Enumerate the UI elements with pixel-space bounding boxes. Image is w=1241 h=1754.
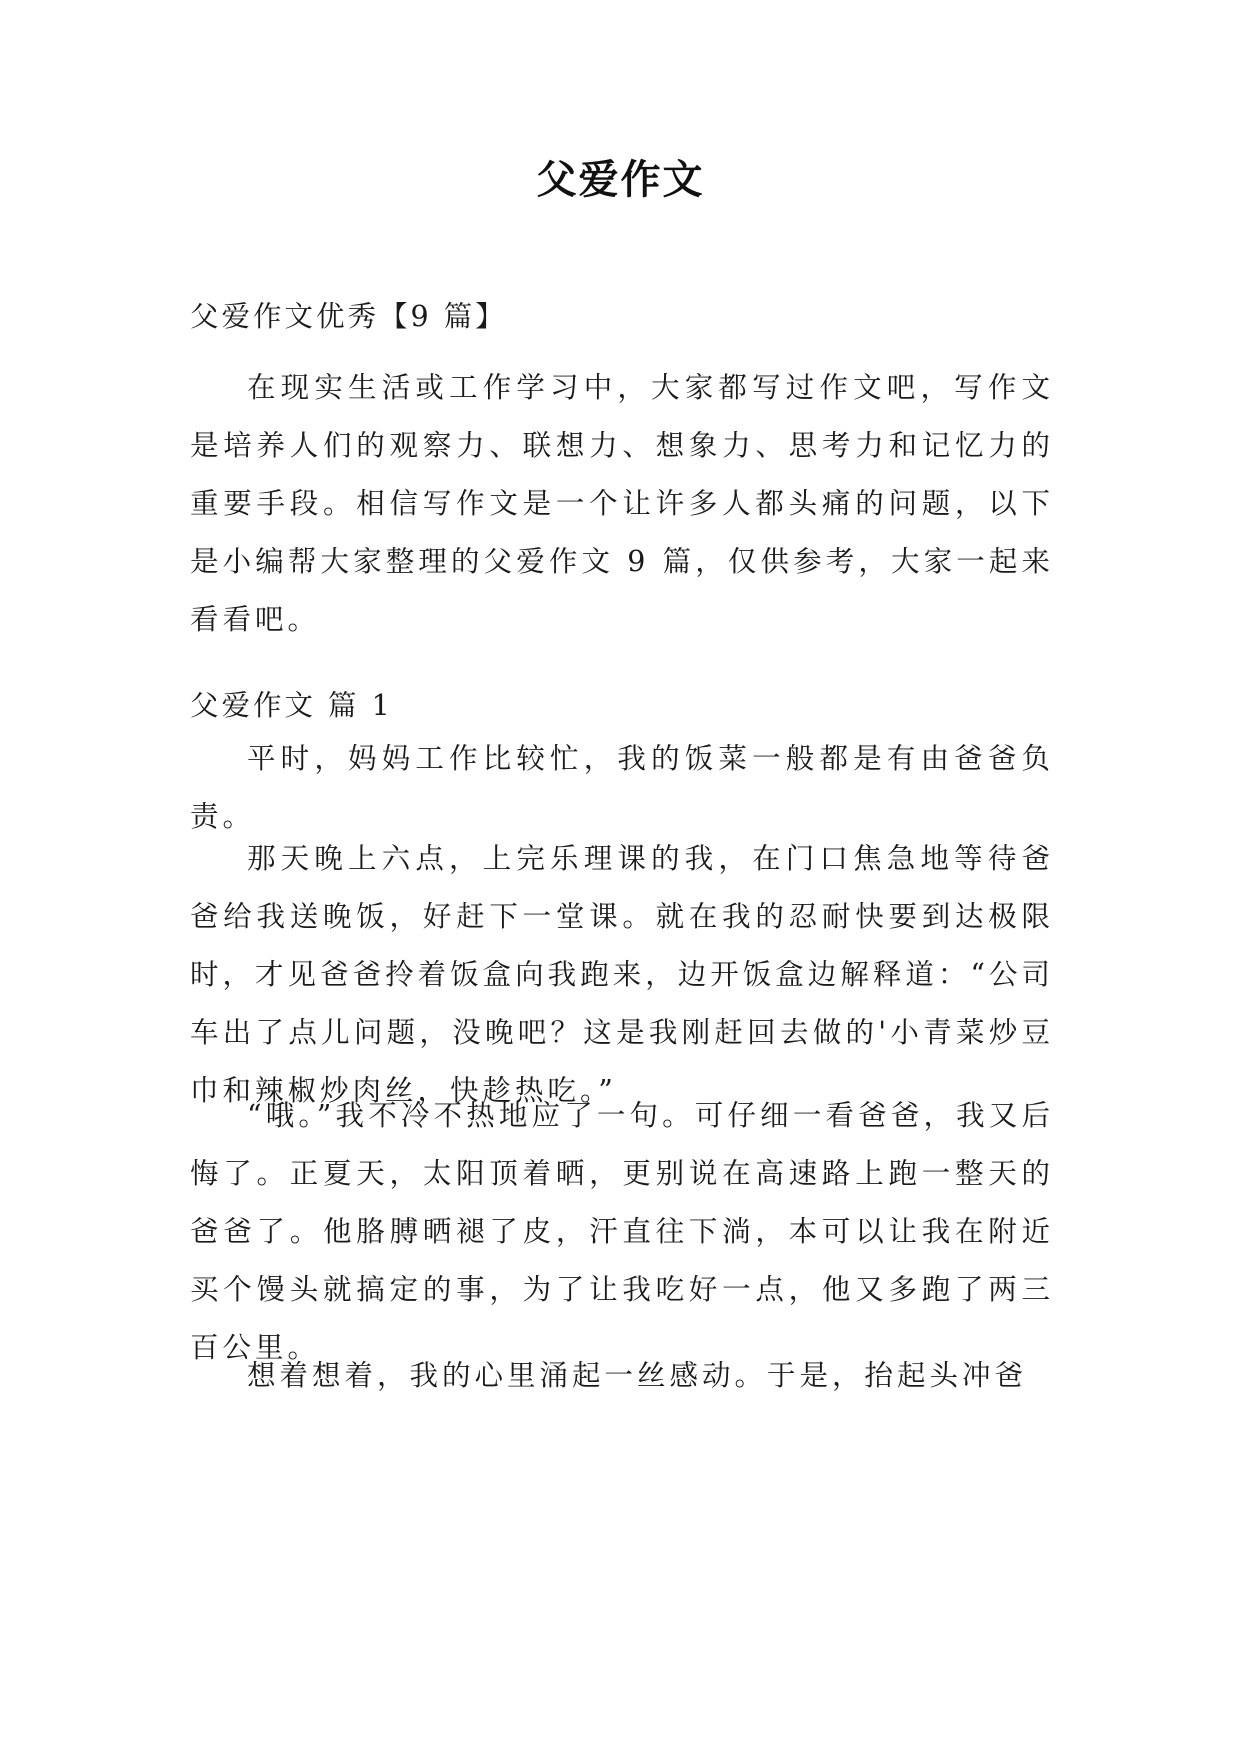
document-subtitle: 父爱作文优秀【9 篇】	[190, 300, 507, 333]
document-title: 父爱作文	[536, 157, 705, 203]
intro-paragraph: 在现实生活或工作学习中，大家都写过作文吧，写作文是培养人们的观察力、联想力、想象力、思考力和记忆力的重要手段。相信写作文是一个让许多人都头痛的问题，以下是小编帮大家整理的父爱作文 9 篇，仅供参考，大家一起来看看吧。	[190, 371, 1054, 636]
body-paragraph-4: 想着想着，我的心里涌起一丝感动。于是，抬起头冲爸	[247, 1359, 1028, 1392]
body-paragraph-3: “哦。”我不冷不热地应了一句。可仔细一看爸爸，我又后悔了。正夏天，太阳顶着晒，更别说在高速路上跑一整天的爸爸了。他胳膊晒褪了皮，汗直往下淌，本可以让我在附近买个馒头就搞定的事，为了让我吃好一点，他又多跑了两三百公里。	[190, 1099, 1054, 1364]
body-paragraph-2: 那天晚上六点，上完乐理课的我，在门口焦急地等待爸爸给我送晚饭，好赶下一堂课。就在我的忍耐快要到达极限时，才见爸爸拎着饭盒向我跑来，边开饭盒边解释道：“公司车出了点儿问题，没晚吧？这是我刚赶回去做的'小青菜炒豆巾和辣椒炒肉丝，快趁热吃。”	[190, 842, 1054, 1107]
section-heading: 父爱作文 篇 1	[190, 689, 393, 722]
body-paragraph-1: 平时，妈妈工作比较忙，我的饭菜一般都是有由爸爸负责。	[190, 742, 1054, 833]
